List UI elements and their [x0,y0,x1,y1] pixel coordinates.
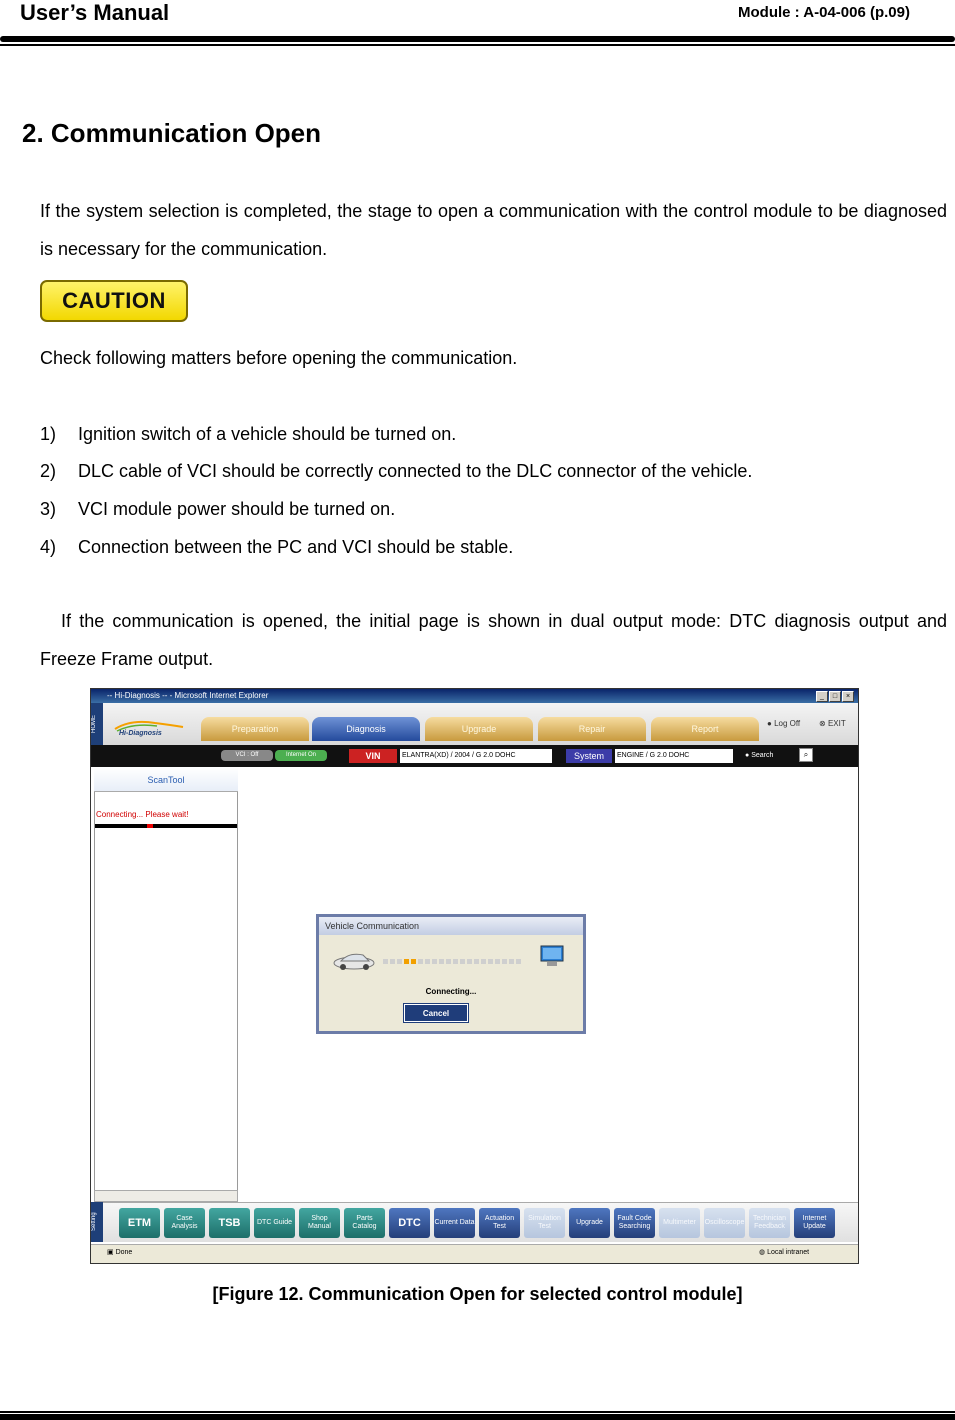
checklist-text: DLC cable of VCI should be correctly connected to the DLC connector of the vehicle. [78,461,753,481]
manual-title: User’s Manual [20,0,170,25]
progress-dot [411,959,416,964]
checklist-text: VCI module power should be turned on. [78,499,396,519]
tool-button-parts-catalog[interactable]: Parts Catalog [344,1208,385,1238]
system-label: System [566,749,612,763]
progress-dot [460,959,465,964]
check-paragraph: Check following matters before opening the communication. [40,348,518,368]
progress-dot [418,959,423,964]
progress-dot [383,959,388,964]
checklist-number: 1) [40,424,57,444]
status-done-text: Done [115,1249,133,1256]
section-title: 2. Communication Open [22,118,322,148]
footer-rule [0,1414,955,1420]
progress-dot [488,959,493,964]
connection-progress-bar [95,824,237,828]
caution-badge: CAUTION [40,280,188,322]
vci-status-badge: VCI : Off [221,750,273,761]
horizontal-scrollbar[interactable] [94,1190,238,1202]
home-sidebar[interactable]: HOME [91,703,103,745]
tab-repair[interactable]: Repair [538,717,646,741]
log-off-label: Log Off [774,719,801,728]
page-icon: ▣ [107,1249,116,1256]
tool-button-case-analysis[interactable]: Case Analysis [164,1208,205,1238]
browser-status-bar [91,1244,858,1263]
status-zone [759,1248,809,1256]
system-field[interactable]: ENGINE / G 2.0 DOHC [615,749,733,763]
tool-button-etm[interactable]: ETM [119,1208,160,1238]
progress-dot [432,959,437,964]
vin-field[interactable]: ELANTRA(XD) / 2004 / G 2.0 DOHC [400,749,552,763]
header-rule [0,36,955,42]
checklist-number: 3) [40,499,57,519]
svg-text:Hi-Diagnosis: Hi-Diagnosis [119,730,162,737]
tool-button-multimeter[interactable]: Multimeter [659,1208,700,1238]
header-rule-thin [0,44,955,46]
scantool-header[interactable]: ScanTool [94,768,238,792]
left-panel [94,768,238,1198]
tool-button-dtc[interactable]: DTC [389,1208,430,1238]
progress-dots [383,959,521,964]
tab-upgrade[interactable]: Upgrade [425,717,533,741]
progress-dot [467,959,472,964]
monitor-icon [539,944,565,968]
vin-label: VIN [349,749,397,763]
tab-preparation[interactable]: Preparation [201,717,309,741]
tool-button-actuation-test[interactable]: Actuation Test [479,1208,520,1238]
tool-button-dtc-guide[interactable]: DTC Guide [254,1208,295,1238]
status-done [107,1248,132,1256]
search-text: Search [751,752,774,759]
tool-button-tsb[interactable]: TSB [209,1208,250,1238]
internet-status-badge: Internet On [275,750,327,761]
module-reference: Module : A-04-006 (p.09) [738,4,910,21]
checklist-number: 2) [40,461,57,481]
progress-dot [495,959,500,964]
progress-dot [453,959,458,964]
progress-dot [425,959,430,964]
checklist-item [40,537,513,558]
checklist-number: 4) [40,537,57,557]
minimize-button[interactable]: _ [816,691,828,702]
checklist-item [40,461,752,482]
tool-button-technician-feedback[interactable]: Technician Feedback [749,1208,790,1238]
dialog-message: Connecting... [425,987,477,996]
cancel-button[interactable]: Cancel [404,1004,468,1022]
exit-icon: ⊗ [819,719,828,728]
progress-dot [481,959,486,964]
tool-button-internet-update[interactable]: Internet Update [794,1208,835,1238]
car-icon [331,949,377,971]
tab-report[interactable]: Report [651,717,759,741]
tool-button-current-data[interactable]: Current Data [434,1208,475,1238]
progress-dot [516,959,521,964]
maximize-button[interactable]: □ [829,691,841,702]
progress-dot [404,959,409,964]
tool-button-fault-code-searching[interactable]: Fault Code Searching [614,1208,655,1238]
progress-dot [474,959,479,964]
progress-dot [439,959,444,964]
intro-paragraph: If the system selection is completed, the stage to open a communication with the control module to be diagnosed is necessary for the communication. [40,201,947,259]
hi-diagnosis-logo [111,717,191,737]
footer-rule-thin [0,1411,955,1413]
progress-dot [397,959,402,964]
exit-label: EXIT [827,719,846,728]
window-controls [816,691,854,702]
figure-caption: [Figure 12. Communication Open for selected control module] [212,1284,743,1304]
progress-dot [390,959,395,964]
connecting-status: Connecting... Please wait! [96,810,189,819]
opened-paragraph: If the communication is opened, the initial page is shown in dual output mode: DTC diagnosis output and Freeze Frame output. [40,611,947,669]
progress-dot [502,959,507,964]
search-label[interactable] [745,752,773,759]
log-off-icon: ● [767,719,775,728]
tool-button-shop-manual[interactable]: Shop Manual [299,1208,340,1238]
application-screenshot [90,688,859,1264]
progress-dot [509,959,514,964]
checklist-text: Connection between the PC and VCI should be stable. [78,537,514,557]
tool-button-simulation-test[interactable]: Simulation Test [524,1208,565,1238]
connection-progress-marker [147,824,153,828]
checklist-item [40,424,456,445]
search-icon[interactable]: ⌕ [799,748,813,762]
dialog-title: Vehicle Communication [319,917,583,935]
window-titlebar: -- Hi-Diagnosis -- - Microsoft Internet Explorer [91,689,858,703]
exit-link[interactable] [819,719,846,728]
search-dot-icon: ● [745,752,752,759]
intranet-icon: ◍ [759,1249,768,1256]
log-off-link[interactable] [767,719,800,728]
tool-button-upgrade[interactable]: Upgrade [569,1208,610,1238]
close-button[interactable]: × [842,691,854,702]
checklist-text: Ignition switch of a vehicle should be turned on. [78,424,457,444]
setting-sidebar[interactable]: Setting [91,1202,103,1242]
checklist-item [40,499,395,520]
status-zone-text: Local intranet [767,1249,810,1256]
progress-dot [446,959,451,964]
tab-diagnosis[interactable]: Diagnosis [312,717,420,741]
tool-button-oscilloscope[interactable]: Oscilloscope [704,1208,745,1238]
